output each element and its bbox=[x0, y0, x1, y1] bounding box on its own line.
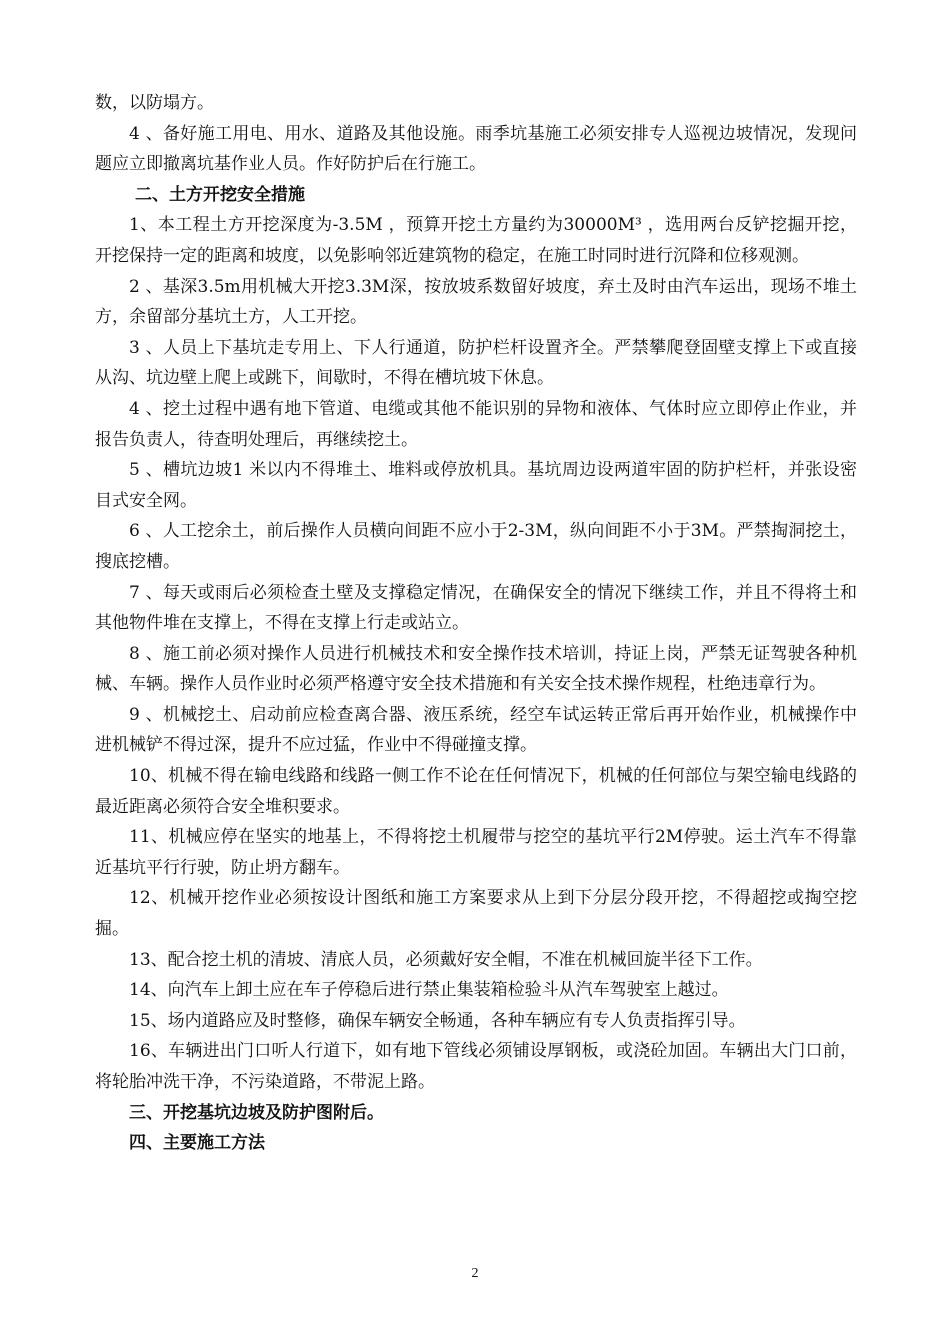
body-paragraph: 2 、基深3.5m用机械大开挖3.3M深，按放坡系数留好坡度，弃土及时由汽车运出，现场不堆土方，余留部分基坑土方，人工开挖。 bbox=[95, 276, 857, 328]
section-heading: 二、土方开挖安全措施 bbox=[135, 184, 305, 205]
body-paragraph: 12、机械开挖作业必须按设计图纸和施工方案要求从上到下分层分段开挖，不得超挖或掏空挖掘。 bbox=[95, 888, 857, 940]
section-heading: 三、开挖基坑边坡及防护图附后。 bbox=[129, 1102, 384, 1123]
body-paragraph: 4 、挖土过程中遇有地下管道、电缆或其他不能识别的异物和液体、气体时应立即停止作业，并报告负责人，待查明处理后，再继续挖土。 bbox=[95, 398, 857, 450]
body-paragraph: 14、向汽车上卸土应在车子停稳后进行禁止集装箱检验斗从汽车驾驶室上越过。 bbox=[129, 980, 729, 1001]
body-paragraph: 10、机械不得在输电线路和线路一侧工作不论在任何情况下，机械的任何部位与架空输电线路的最近距离必须符合安全堆积要求。 bbox=[95, 766, 857, 817]
body-paragraph: 8 、施工前必须对操作人员进行机械技术和安全操作技术培训，持证上岗，严禁无证驾驶各种机械、车辆。操作人员作业时必须严格遵守安全技术措施和有关安全技术操作规程，杜绝违章行为。 bbox=[95, 643, 857, 695]
body-paragraph: 11、机械应停在坚实的地基上，不得将挖土机履带与挖空的基坑平行2M停驶。运土汽车不得靠近基坑平行行驶，防止坍方翻车。 bbox=[95, 827, 857, 878]
body-paragraph: 15、场内道路应及时整修，确保车辆安全畅通，各种车辆应有专人负责指挥引导。 bbox=[129, 1010, 746, 1031]
body-paragraph: 1、本工程土方开挖深度为-3.5M ，预算开挖土方量约为30000M³ ，选用两台反铲挖掘开挖，开挖保持一定的距离和坡度，以免影响邻近建筑物的稳定，在施工时同时进行沉降和位移观测。 bbox=[95, 215, 857, 266]
body-paragraph: 16、车辆进出门口听人行道下，如有地下管线必须铺设厚钢板，或浇砼加固。车辆出大门口前，将轮胎冲洗干净，不污染道路，不带泥上路。 bbox=[95, 1041, 857, 1092]
page-number: 2 bbox=[471, 1266, 479, 1281]
body-paragraph: 6 、人工挖余土，前后操作人员横向间距不应小于2-3M，纵向间距不小于3M。严禁掏洞挖土，搜底挖槽。 bbox=[95, 521, 857, 572]
body-paragraph: 13、配合挖土机的清坡、清底人员，必须戴好安全帽，不准在机械回旋半径下工作。 bbox=[129, 949, 763, 970]
body-paragraph: 数，以防塌方。 bbox=[95, 93, 214, 113]
body-paragraph: 4 、备好施工用电、用水、道路及其他设施。雨季坑基施工必须安排专人巡视边坡情况，发现问题应立即撤离坑基作业人员。作好防护后在行施工。 bbox=[95, 123, 857, 175]
document-body bbox=[95, 88, 857, 1159]
body-paragraph: 5 、槽坑边坡1 米以内不得堆土、堆料或停放机具。基坑周边设两道牢固的防护栏杆，并张设密目式安全网。 bbox=[95, 460, 857, 511]
body-paragraph: 9 、机械挖土、启动前应检查离合器、液压系统，经空车试运转正常后再开始作业，机械操作中进机械铲不得过深，提升不应过猛，作业中不得碰撞支撑。 bbox=[95, 704, 857, 756]
section-heading: 四、主要施工方法 bbox=[129, 1133, 265, 1154]
body-paragraph: 7 、每天或雨后必须检查土壁及支撑稳定情况，在确保安全的情况下继续工作，并且不得将土和其他物件堆在支撑上，不得在支撑上行走或站立。 bbox=[95, 582, 857, 634]
body-paragraph: 3 、人员上下基坑走专用上、下人行通道，防护栏杆设置齐全。严禁攀爬登固壁支撑上下或直接从沟、坑边壁上爬上或跳下，间歇时，不得在槽坑坡下休息。 bbox=[95, 337, 857, 389]
